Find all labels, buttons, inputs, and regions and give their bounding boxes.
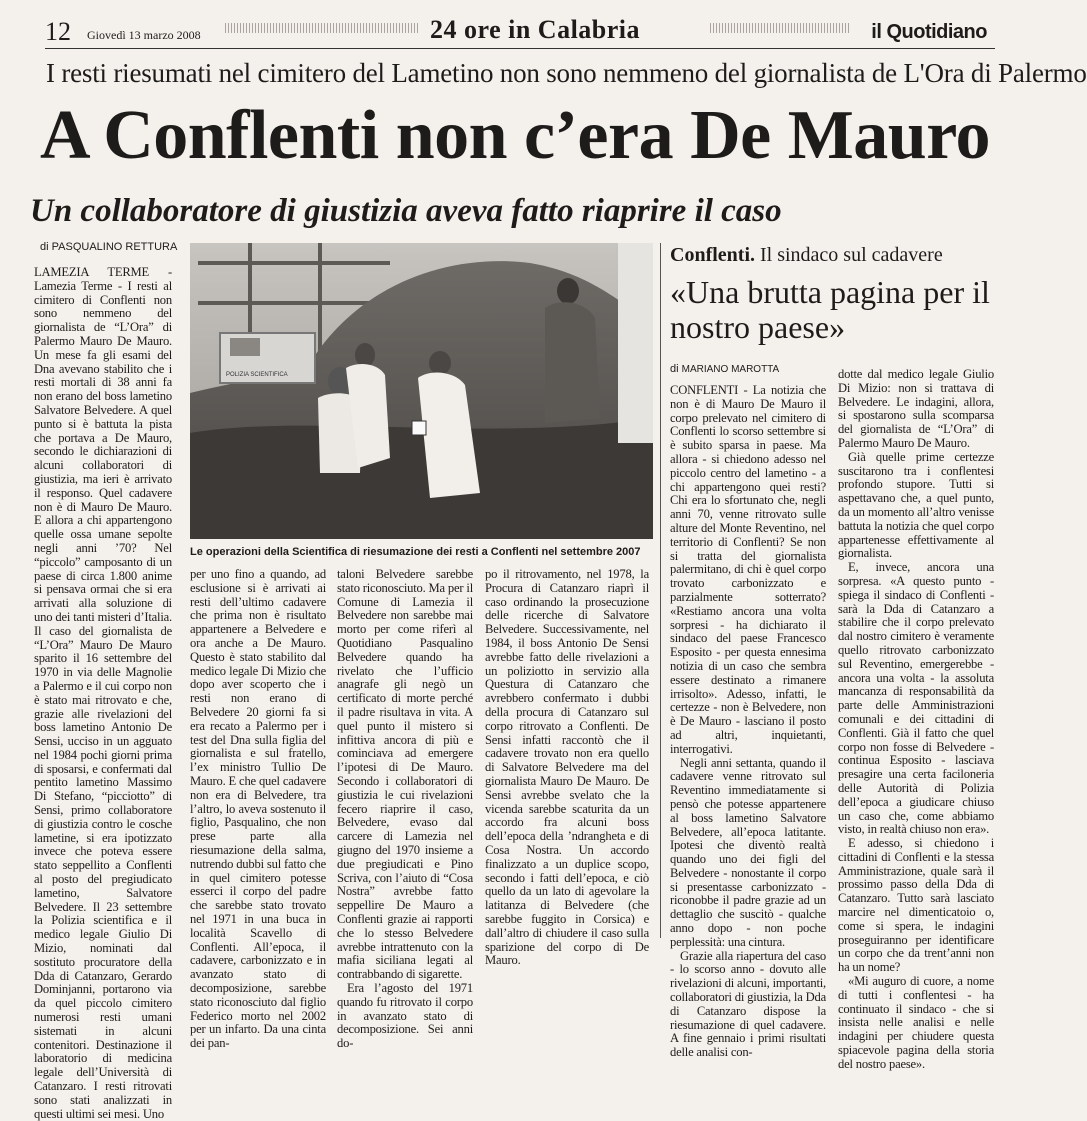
side-kicker-place: Conflenti. xyxy=(670,244,755,266)
side-article-title: «Una brutta pagina per il nostro paese» xyxy=(670,274,990,345)
paragraph: Era l’agosto del 1971 quando fu ritrovato il corpo in avanzato stato di decomposizione. Sei anni do- xyxy=(337,980,473,1051)
article-kicker: I resti riesumati nel cimitero del Lametino non sono nemmeno del giornalista de L'Ora di Palermo xyxy=(46,58,1087,88)
paragraph: per uno fino a quando, ad esclusione si è arrivati ai resti dell’ultimo cadavere che prima non è risultato appartenere a Belvedere e ora anche a De Mauro. Questo è stato stabilito dal medico legale Di Mizio che dopo aver scoperto che i resti non erano di Belvedere 20 giorni fa si era recato a Palermo per i test del Dna sulla figlia del giornalista e sul fratello, l’ex ministro Tullio De Mauro. E che quel cadavere non era di Belvedere, tra l’altro, lo aveva sostenuto il figlio, Pasqualino, che non prese parte alla riesumazione della salma, nutrendo dubbi sul fatto che in quel cimitero potesse esserci il corpo del padre che sarebbe stato trovato nel 1971 in una buca in località Scavello di Conflenti. All’epoca, il cadavere, carbonizzato e in avanzato stato di decomposizione, sarebbe stato riconosciuto dal figlio Federico morto nel 2002 per un infarto. Da una cinta dei pan- xyxy=(190,567,326,1051)
page-number: 12 xyxy=(45,17,71,46)
newspaper-brand: il Quotidiano xyxy=(871,21,987,43)
byline-prefix: di xyxy=(670,363,679,375)
side-article-column-2 xyxy=(838,367,994,1071)
paragraph: Negli anni settanta, quando il cadavere venne ritrovato sul Reventino immediatamente si pensò che potesse appartenere al boss lametino Salvatore Belvedere, all’epoca latitante. Ipotesi che diventò realtà quando uno dei figli del Belvedere - nonostante il corpo si presentasse carbonizzato - riconobbe il padre grazie ad un dettaglio che suscitò - qualche anno dopo - non poche perplessità: una cintura. xyxy=(670,755,826,949)
side-kicker-text: Il sindaco sul cadavere xyxy=(760,244,943,266)
paragraph: dotte dal medico legale Giulio Di Mizio: non si trattava di Belvedere. Le indagini, allora, si spostarono sulla scomparsa del giornalista de “L’Ora” di Palermo Mauro De Mauro. xyxy=(838,367,994,450)
paragraph: LAMEZIA TERME -Lamezia Terme - I resti al cimitero di Conflenti non sono nemmeno del giornalista de “L’Ora” di Palermo Mauro De Mauro. Un mese fa gli esami del Dna avevano stabilito che i resti mortali di 38 anni fa non erano del boss lametino Salvatore Belvedere. A quel punto si è battuta la pista che portava a De Mauro, secondo le dichiarazioni di alcuni collaboratori di giustizia, ma ieri è arrivato il responso. Quel cadavere non è di Mauro De Mauro. E allora a chi appartengono quelle ossa umane sepolte negli anni ’70? Nel “piccolo” camposanto di un paese di circa 1.800 anime si pensava ormai che si era arrivati alla soluzione di uno dei tanti misteri d’Italia. Il caso del giornalista de “L’Ora” Mauro De Mauro sparito il 16 settembre del 1970 in via delle Magnolie a Palermo e il cui corpo non è stato mai ritrovato e che, grazie alle rivelazioni del boss lametino Antonio De Sensi, ucciso in un agguato nel 1984 pochi giorni prima di sposarsi, e confermati dal pentito lametino Massimo Di Stefano, “picciotto” di Sensi, primo collaboratore di giustizia contro le cosche lametine, si era ipotizzato invece che poteva essere stato seppellito a Conflenti al posto del pregiudicato lametino, Salvatore Belvedere. Il 23 settembre la Polizia scientifica e il medico legale Giulio Di Mizio, nominati dal sostituto procuratore della Dda di Catanzaro, Gerardo Dominjanni, portarono via da quel piccolo cimitero numerosi resti umani sistemati in alcuni contenitori. Destinazione il laboratorio di medicina legale dell’Università di Catanzaro. I resti ritrovati sono stati analizzati in questi ultimi sei mesi. Uno xyxy=(34,265,172,1121)
main-article-column-3 xyxy=(337,567,473,1051)
paragraph: Grazie alla riapertura del caso - lo scorso anno - dovuto alle rivelazioni di alcuni, importanti, collaboratori di giustizia, la Dda di Catanzaro dispose la riesumazione di quel cadavere. A fine gennaio i primi risultati delle analisi con- xyxy=(670,948,826,1060)
paragraph: Già quelle prime certezze suscitarono tra i conflentesi profondo stupore. Tutti si aspettavano che, a quel punto, da un momento all’altro venisse battuta la notizia che quel corpo appartenesse effettivamente al giornalista. xyxy=(838,449,994,561)
main-article-column-2 xyxy=(190,567,326,1051)
paragraph: taloni Belvedere sarebbe stato riconosciuto. Ma per il Comune di Lamezia il Belvedere non sarebbe mai morto per come riferì al Quotidiano Pasqualino Belvedere quando ha rivelato che l’ufficio anagrafe gli negò un certificato di morte perché il padre risultava in vita. A quel punto il mistero si infittiva ancora di più e cominciava ad emergere l’ipotesi di De Mauro. Secondo i collaboratori di giustizia le cui rivelazioni fecero riaprire il caso, Belvedere, evaso dal carcere di Lamezia nel giugno del 1970 insieme a due pregiudicati e Pino Scriva, con l’aiuto di “Cosa Nostra” avrebbe fatto seppellire De Mauro a Conflenti grazie ai rapporti che lo stesso Belvedere avrebbe intrattenuto con la mafia siciliana legati al contrabbando di sigarette. xyxy=(337,567,473,982)
header-rule xyxy=(45,48,995,49)
paragraph: E adesso, si chiedono i cittadini di Conflenti e la stessa Amministrazione, quale sarà il prossimo passo della Dda di Catanzaro. Tutto sarà lasciato marcire nel dimenticatoio o, come si spera, le indagini proseguiranno per identificare un corpo che da trent’anni non ha un nome? xyxy=(838,836,994,975)
photo-caption: Le operazioni della Scientifica di riesumazione dei resti a Conflenti nel settembre 2007 xyxy=(190,546,641,558)
scene-photo xyxy=(190,243,653,539)
column-divider xyxy=(660,243,661,938)
decorative-stripes-right xyxy=(710,23,850,33)
decorative-stripes-left xyxy=(225,23,420,33)
side-article-column-1 xyxy=(670,383,826,1060)
issue-date: Giovedì 13 marzo 2008 xyxy=(87,28,201,42)
side-byline xyxy=(670,363,779,375)
article-subheadline: Un collaboratore di giustizia aveva fatto riaprire il caso xyxy=(30,193,782,229)
paragraph: «Mi auguro di cuore, a nome di tutti i conflentesi - ha continuato il sindaco - che si insista nelle analisi e nelle indagini per chiudere questa spiacevole pagina della storia del nostro paese». xyxy=(838,974,994,1071)
paragraph: E, invece, ancora una sorpresa. «A questo punto - spiega il sindaco di Conflenti - sarà la Dda di Catanzaro a stabilire che il corpo prelevato dal nostro cimitero è veramente quello ritrovato carbonizzato sul Reventino, emergerebbe - ancora una volta - la assoluta mancanza di responsabilità da parte delle Amministrazioni comunali e dei cittadini di Conflenti. Già il fatto che quel corpo non fosse di Belvedere - continua Esposito - lasciava presagire una certa faciloneria delle Autorità di Polizia dell’epoca a giudicare chiuso un caso che, come abbiamo visto, in realtà chiuso non era». xyxy=(838,560,994,837)
paragraph: po il ritrovamento, nel 1978, la Procura di Catanzaro riaprì il caso ordinando la prosecuzione delle ricerche di Salvatore Belvedere. Successivamente, nel 1984, il boss Antonio De Sensi avrebbe fatto delle rivelazioni a un poliziotto in servizio alla Questura di Catanzaro che avrebbero confermato i dubbi della procura di Catanzaro sul corpo ritrovato a Conflenti. De Sensi infatti raccontò che il cadavere trovato non era quello di Salvatore Belvedere ma del giornalista Mauro De Mauro. De Sensi avrebbe svelato che la vicenda sarebbe scaturita da un accordo fra alcuni boss dell’epoca della ’ndrangheta e di Cosa Nostra. Un accordo finalizzato a un duplice scopo, secondo i fatti dell’epoca, e ciò quello da un lato di agevolare la latitanza di Belvedere (che sarebbe fuggito in Corsica) e dall’altro di chiudere il caso sulla sparizione del corpo di De Mauro. xyxy=(485,567,649,968)
main-article-column-4 xyxy=(485,567,649,968)
section-title: 24 ore in Calabria xyxy=(430,15,641,44)
byline-author: MARIANO MAROTTA xyxy=(681,364,780,375)
van-label: POLIZIA SCIENTIFICA xyxy=(226,372,288,378)
main-byline xyxy=(40,241,177,253)
byline-prefix: di xyxy=(40,241,49,253)
main-article-column-1 xyxy=(34,265,172,1121)
article-headline: A Conflenti non c’era De Mauro xyxy=(40,97,990,174)
side-article-kicker xyxy=(670,244,943,267)
byline-author: PASQUALINO RETTURA xyxy=(51,241,178,253)
paragraph: CONFLENTI - La notizia che non è di Mauro De Mauro il corpo prelevato nel cimitero di Conflenti lo scorso settembre si è subito sparsa in paese. Ma allora - si chiedono adesso nel piccolo centro del lametino - a chi appartengono quei resti? Chi era lo sfortunato che, negli anni 70, venne ritrovato sulle alture del Monte Reventino, nel territorio di Conflenti? Se non si tratta del giornalista palermitano, di chi è quel corpo trovato carbonizzato e parzialmente sotterrato? «Restiamo ancora una volta sorpresi - ha dichiarato il sindaco del paese Francesco Esposito - per questa ennesima notizia di un caso che sembra essere destinato a rimanere irrisolto». Adesso, infatti, le certezze - non è Belvedere, non è De Mauro - lasciano il posto ad altri, inquietanti, interrogativi. xyxy=(670,383,826,756)
page-header xyxy=(45,13,995,47)
